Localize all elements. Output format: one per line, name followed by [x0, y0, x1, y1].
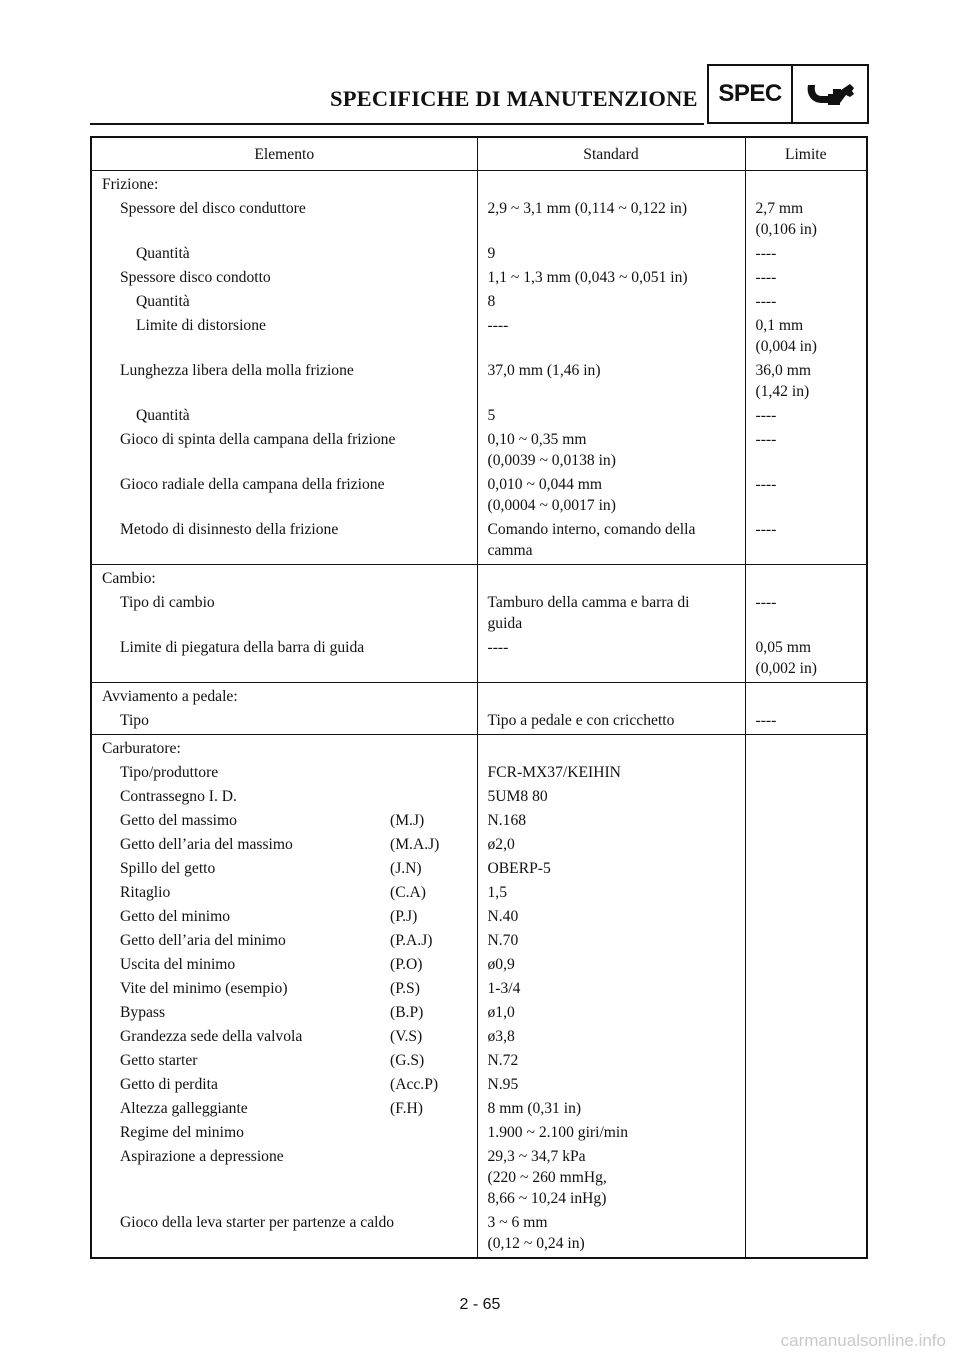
- table-row: [91, 1212, 867, 1258]
- item-label: Getto dell’aria del massimo: [120, 836, 293, 853]
- table-row: [91, 592, 867, 637]
- item-label: Quantità: [136, 293, 190, 310]
- table-row: [91, 1146, 867, 1212]
- item-label: Getto del minimo: [120, 908, 231, 925]
- table-row: [91, 930, 867, 954]
- standard-value: Tamburo della camma e barra di: [487, 594, 690, 611]
- section-heading-row: [91, 171, 867, 199]
- table-row: [91, 267, 867, 291]
- col-header-standard: Standard: [477, 137, 745, 171]
- item-code: (C.A): [390, 884, 426, 901]
- table-row: [91, 198, 867, 243]
- standard-value: 1.900 ~ 2.100 giri/min: [487, 1124, 629, 1141]
- table-row: [91, 291, 867, 315]
- table-row: [91, 315, 867, 360]
- item-label: Getto dell’aria del minimo: [120, 932, 286, 949]
- limit-value: ----: [755, 521, 777, 538]
- item-label: Gioco di spinta della campana della frizione: [120, 431, 396, 448]
- table-row: [91, 429, 867, 474]
- table-row: [91, 786, 867, 810]
- item-code: (P.J): [390, 908, 418, 925]
- item-code: (P.O): [390, 956, 423, 973]
- item-label: Quantità: [136, 407, 190, 424]
- item-label: Vite del minimo (esempio): [120, 980, 288, 997]
- standard-value: 5UM8 80: [487, 788, 548, 805]
- item-label: Tipo: [120, 712, 149, 729]
- spec-table-body: [91, 171, 867, 1259]
- standard-value: (0,12 ~ 0,24 in): [487, 1235, 585, 1252]
- item-label: Altezza galleggiante: [120, 1100, 248, 1117]
- col-header-elemento: Elemento: [91, 137, 477, 171]
- item-label: Regime del minimo: [120, 1124, 244, 1141]
- item-label: Tipo/produttore: [120, 764, 219, 781]
- item-label: Lunghezza libera della molla frizione: [120, 362, 354, 379]
- standard-value: camma: [487, 542, 533, 559]
- section-heading: Frizione:: [102, 176, 159, 193]
- table-row: [91, 1074, 867, 1098]
- standard-value: N.95: [487, 1076, 519, 1093]
- standard-value: 29,3 ~ 34,7 kPa: [487, 1148, 586, 1165]
- item-code: (J.N): [390, 860, 422, 877]
- table-row: [91, 637, 867, 683]
- section-heading-row: [91, 683, 867, 711]
- standard-value: Tipo a pedale e con cricchetto: [487, 712, 675, 729]
- item-code: (P.S): [390, 980, 420, 997]
- limit-value: ----: [755, 293, 777, 310]
- item-label: Grandezza sede della valvola: [120, 1028, 303, 1045]
- standard-value: guida: [487, 615, 523, 632]
- standard-value: 9: [487, 245, 496, 262]
- limit-value: 36,0 mm: [755, 362, 811, 379]
- limit-value: ----: [755, 712, 777, 729]
- item-label: Getto del massimo: [120, 812, 237, 829]
- item-label: Quantità: [136, 245, 190, 262]
- standard-value: 1-3/4: [487, 980, 521, 997]
- item-label: Spillo del getto: [120, 860, 216, 877]
- table-row: [91, 1122, 867, 1146]
- standard-value: (0,0004 ~ 0,0017 in): [487, 497, 616, 514]
- item-code: (F.H): [390, 1100, 423, 1117]
- standard-value: (220 ~ 260 mmHg,: [487, 1169, 607, 1186]
- table-row: [91, 243, 867, 267]
- item-code: (G.S): [390, 1052, 425, 1069]
- spec-table: [90, 136, 868, 1259]
- section-heading: Carburatore:: [102, 740, 181, 757]
- limit-value: ----: [755, 431, 777, 448]
- watermark: carmanualsonline.info: [780, 1331, 946, 1350]
- standard-value: 2,9 ~ 3,1 mm (0,114 ~ 0,122 in): [487, 200, 688, 217]
- item-code: (Acc.P): [390, 1076, 439, 1093]
- standard-value: 0,010 ~ 0,044 mm: [487, 476, 603, 493]
- table-row: [91, 762, 867, 786]
- item-label: Bypass: [120, 1004, 166, 1021]
- item-label: Metodo di disinnesto della frizione: [120, 521, 339, 538]
- limit-value: (0,002 in): [755, 660, 817, 677]
- limit-value: ----: [755, 245, 777, 262]
- item-label: Getto di perdita: [120, 1076, 218, 1093]
- standard-value: ø0,9: [487, 956, 515, 973]
- table-row: [91, 1002, 867, 1026]
- page-number: 2 - 65: [459, 1296, 501, 1313]
- standard-value: ----: [487, 639, 509, 656]
- standard-value: FCR-MX37/KEIHIN: [487, 764, 621, 781]
- item-label: Limite di piegatura della barra di guida: [120, 639, 365, 656]
- table-row: [91, 906, 867, 930]
- table-header-row: [91, 137, 867, 171]
- standard-value: ø3,8: [487, 1028, 515, 1045]
- table-row: [91, 1098, 867, 1122]
- item-label: Contrassegno I. D.: [120, 788, 237, 805]
- item-code: (M.J): [390, 812, 425, 829]
- table-row: [91, 834, 867, 858]
- standard-value: N.72: [487, 1052, 519, 1069]
- standard-value: 3 ~ 6 mm: [487, 1214, 548, 1231]
- limit-value: 0,05 mm: [755, 639, 811, 656]
- standard-value: ø1,0: [487, 1004, 515, 1021]
- table-row: [91, 810, 867, 834]
- standard-value: Comando interno, comando della: [487, 521, 696, 538]
- table-row: [91, 978, 867, 1002]
- standard-value: 1,5: [487, 884, 507, 901]
- item-label: Gioco radiale della campana della frizione: [120, 476, 385, 493]
- table-row: [91, 710, 867, 735]
- limit-value: (0,004 in): [755, 338, 817, 355]
- standard-value: 8,66 ~ 10,24 inHg): [487, 1190, 607, 1207]
- standard-value: ----: [487, 317, 509, 334]
- item-label: Uscita del minimo: [120, 956, 236, 973]
- standard-value: 8 mm (0,31 in): [487, 1100, 582, 1117]
- section-heading-row: [91, 565, 867, 593]
- item-label: Spessore disco condotto: [120, 269, 271, 286]
- standard-value: N.40: [487, 908, 519, 925]
- standard-value: N.70: [487, 932, 519, 949]
- item-label: Gioco della leva starter per partenze a caldo: [120, 1214, 395, 1231]
- page-title: SPECIFICHE DI MANUTENZIONE: [330, 86, 698, 111]
- limit-value: ----: [755, 594, 777, 611]
- standard-value: 1,1 ~ 1,3 mm (0,043 ~ 0,051 in): [487, 269, 688, 286]
- item-code: (B.P): [390, 1004, 424, 1021]
- item-label: Spessore del disco conduttore: [120, 200, 306, 217]
- table-row: [91, 858, 867, 882]
- limit-value: ----: [755, 407, 777, 424]
- limit-value: 2,7 mm: [755, 200, 804, 217]
- wrench-icon: [793, 66, 867, 122]
- table-row: [91, 1050, 867, 1074]
- item-code: (V.S): [390, 1028, 423, 1045]
- limit-value: (1,42 in): [755, 383, 810, 400]
- spec-badge-label: SPEC: [709, 66, 793, 122]
- item-label: Aspirazione a depressione: [120, 1148, 284, 1165]
- standard-value: 5: [487, 407, 496, 424]
- standard-value: (0,0039 ~ 0,0138 in): [487, 452, 616, 469]
- spec-badge: [707, 64, 869, 124]
- standard-value: N.168: [487, 812, 527, 829]
- standard-value: 37,0 mm (1,46 in): [487, 362, 601, 379]
- item-label: Limite di distorsione: [136, 317, 266, 334]
- item-label: Tipo di cambio: [120, 594, 215, 611]
- col-header-limite: Limite: [745, 137, 867, 171]
- standard-value: OBERP-5: [487, 860, 551, 877]
- section-heading: Cambio:: [102, 570, 156, 587]
- table-row: [91, 360, 867, 405]
- table-row: [91, 954, 867, 978]
- limit-value: ----: [755, 269, 777, 286]
- section-heading-row: [91, 735, 867, 763]
- standard-value: 8: [487, 293, 496, 310]
- item-code: (M.A.J): [390, 836, 440, 853]
- title-underline: [90, 123, 704, 125]
- limit-value: (0,106 in): [755, 221, 817, 238]
- table-row: [91, 519, 867, 565]
- item-code: (P.A.J): [390, 932, 433, 949]
- limit-value: 0,1 mm: [755, 317, 804, 334]
- standard-value: 0,10 ~ 0,35 mm: [487, 431, 587, 448]
- item-label: Getto starter: [120, 1052, 198, 1069]
- limit-value: ----: [755, 476, 777, 493]
- item-label: Ritaglio: [120, 884, 171, 901]
- table-row: [91, 882, 867, 906]
- section-heading: Avviamento a pedale:: [102, 688, 238, 705]
- table-row: [91, 474, 867, 519]
- standard-value: ø2,0: [487, 836, 515, 853]
- table-row: [91, 1026, 867, 1050]
- table-row: [91, 405, 867, 429]
